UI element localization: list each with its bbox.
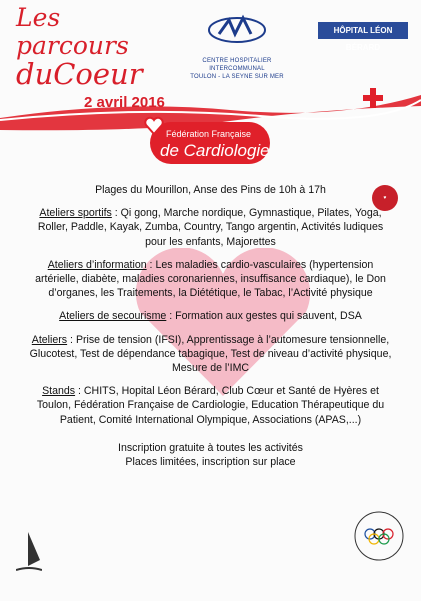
stands-text: : CHITS, Hopital Léon Bérard, Club Cœur et Santé de Hyères et Toulon, Fédération Française de Cardiologie, Education Thérapeutique du Patient, Comité International Olympique, Associations (APAS,...) [36,385,385,426]
event-date: 2 avril 2016 [84,94,165,111]
secourisme-label: Ateliers de secourisme [59,310,167,323]
windsurf-icon [16,530,42,574]
cardiology-heart-icon [144,116,164,136]
stands-label: Stands [42,385,76,398]
footer-line-2: Places limitées, inscription sur place [125,456,296,469]
information-paragraph [28,258,393,301]
cnosf-rings-icon [352,506,406,572]
running-heart-badge-icon: ♥ [372,185,398,211]
chits-name-2: TOULON - LA SEYNE SUR MER [190,74,284,80]
information-text: : Les maladies cardio-vasculaires (hypertension artérielle, diabète, maladies coronariennes, insuffisance cardiaque), le Don d’organes, les Traitements, la Diététique, le Tabac, l’Activité physique [35,258,386,300]
title-line-2: parcours [16,31,129,60]
hospital-logo: HÔPITAL LÉON BÉRARD [318,22,408,39]
sportifs-label: Ateliers sportifs [39,207,112,220]
chits-logo [182,10,292,81]
ffc-line-1: Fédération Française [166,129,252,139]
footer-line-1: Inscription gratuite à toutes les activités [118,441,303,454]
main-content [28,183,393,478]
stands-paragraph [28,384,393,427]
sportifs-paragraph [28,206,393,249]
ffc-logo [150,122,270,164]
event-title [16,3,166,91]
ffc-line-2: de Cardiologie [160,141,270,160]
ateliers-label: Ateliers [31,333,68,346]
title-line-1: Les [16,3,61,32]
secourisme-text: : Formation aux gestes qui sauvent, DSA [166,310,362,323]
chits-name-1: CENTRE HOSPITALIER INTERCOMMUNAL [202,58,272,72]
chits-logo-icon [205,10,269,52]
ateliers-paragraph [28,333,393,376]
secourisme-paragraph [28,309,393,323]
ateliers-text: : Prise de tension (IFSI), Apprentissage à l’automesure tensionnelle, Glucotest, Test de dépendance tabagique, Test de niveau d’activité physique, Mesure de l’IMC [29,333,392,375]
sportifs-text: : Qi gong, Marche nordique, Gymnastique, Pilates, Yoga, Roller, Paddle, Kayak, Zumba, Country, Tango argentin, Activités ludiques pour les enfants, Majorettes [37,207,384,248]
location-line: Plages du Mourillon, Anse des Pins de 10h à 17h [95,184,326,196]
title-line-3: duCoeur [16,57,143,91]
information-label: Ateliers d’information [47,258,147,271]
cross-icon [363,88,383,108]
